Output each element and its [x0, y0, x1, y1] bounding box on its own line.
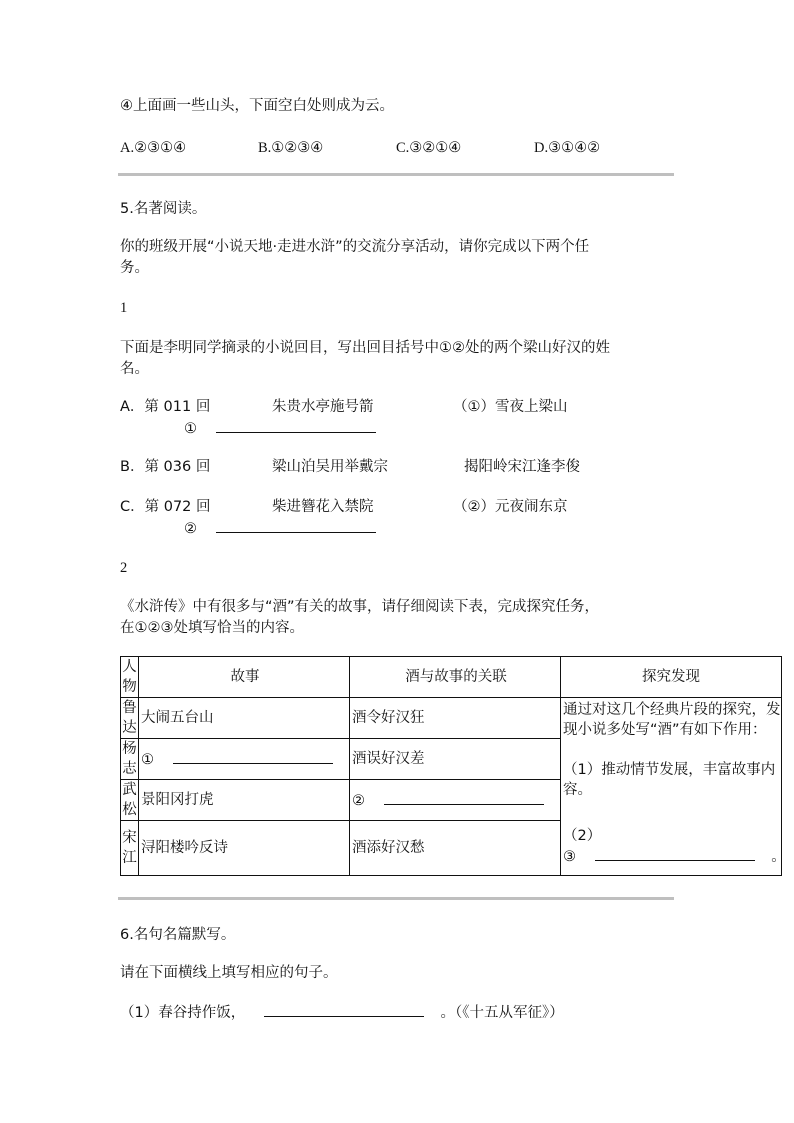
- q4-option-b: B.①②③④: [258, 140, 324, 156]
- relation-blank-mark: ②: [352, 792, 365, 809]
- q5-title: 5.名著阅读。: [120, 201, 207, 217]
- q5-intro-line1: 你的班级开展“小说天地·走进水浒”的交流分享活动，请你完成以下两个任: [120, 239, 590, 255]
- relation-cell-blank[interactable]: [350, 780, 561, 821]
- finding-3-mark: ③: [563, 849, 576, 865]
- finding-3-line[interactable]: [563, 846, 786, 867]
- answer-blank[interactable]: [264, 1002, 424, 1017]
- answer-blank[interactable]: [216, 418, 376, 433]
- q5-task2-number: 2: [120, 560, 128, 576]
- q5-item-b-left: 梁山泊吴用举戴宗: [272, 459, 388, 475]
- q4-option-a: A.②③①④: [120, 140, 187, 156]
- header-story: 故事: [139, 657, 350, 698]
- story-cell: 浔阳楼吟反诗: [139, 821, 350, 876]
- q5-item-a-left: 朱贵水亭施号箭: [272, 399, 374, 415]
- q6-instruction: 请在下面横线上填写相应的句子。: [120, 965, 338, 981]
- finding-intro: 通过对这几个经典片段的探究，发现小说多处写“酒”有如下作用：: [563, 702, 781, 738]
- person-cell: 宋江: [121, 821, 139, 876]
- q4-step4-text: ④上面画一些山头，下面空白处则成为云。: [120, 98, 394, 114]
- q6-item1[interactable]: [120, 1002, 564, 1023]
- q5-task1-number: 1: [120, 300, 128, 316]
- q5-item-c-left: 柴进簪花入禁院: [272, 499, 374, 515]
- header-person: 人物: [121, 657, 139, 698]
- q5-item-a-blank-line[interactable]: [184, 418, 376, 439]
- q5-item-c-label: C．第 072 回: [120, 499, 211, 515]
- q5-item-a-right: （①）雪夜上梁山: [453, 399, 568, 415]
- relation-cell: 酒误好汉差: [350, 739, 561, 780]
- header-relation: 酒与故事的关联: [350, 657, 561, 698]
- q6-title: 6.名句名篇默写。: [120, 927, 236, 943]
- q5-item-a-label: A．第 011 回: [120, 399, 211, 415]
- relation-cell: 酒令好汉狂: [350, 698, 561, 739]
- answer-blank[interactable]: [384, 790, 544, 805]
- q4-option-d: D.③①④②: [534, 140, 601, 156]
- q6-item1-suffix: 。（《十五从军征》）: [440, 1005, 564, 1021]
- person-cell: 武松: [121, 780, 139, 821]
- q5-item-a-blank-mark: ①: [184, 421, 197, 437]
- person-cell: 杨志: [121, 739, 139, 780]
- finding-3-end: 。: [771, 849, 786, 865]
- story-cell: 景阳冈打虎: [139, 780, 350, 821]
- answer-blank[interactable]: [216, 518, 376, 533]
- q5-item-b-right: 揭阳岭宋江逢李俊: [464, 459, 580, 475]
- q5-task2-prompt-line2: 在①②③处填写恰当的内容。: [120, 620, 304, 636]
- story-cell: 大闹五台山: [139, 698, 350, 739]
- q5-item-b-label: B．第 036 回: [120, 459, 211, 475]
- question-divider: [118, 173, 674, 176]
- finding-cell: [561, 698, 786, 876]
- header-finding: 探究发现: [561, 657, 782, 698]
- q4-option-c: C.③②①④: [396, 140, 462, 156]
- story-blank-mark: ①: [141, 751, 154, 768]
- wine-story-table: [120, 656, 786, 876]
- q5-task1-prompt-line2: 名。: [120, 361, 149, 377]
- relation-cell: 酒添好汉愁: [350, 821, 561, 876]
- q5-intro-line2: 务。: [120, 260, 149, 276]
- finding-2: （2）: [563, 828, 602, 844]
- q5-task1-prompt-line1: 下面是李明同学摘录的小说回目，写出回目括号中①②处的两个梁山好汉的姓: [120, 340, 610, 356]
- table-header-row: [121, 657, 782, 698]
- q5-task2-prompt-line1: 《水浒传》中有很多与“酒”有关的故事，请仔细阅读下表，完成探究任务，: [120, 599, 600, 615]
- answer-blank[interactable]: [173, 749, 333, 764]
- q5-item-c-blank-mark: ②: [184, 521, 197, 537]
- q6-item1-prefix: （1）春谷持作饭，: [120, 1005, 246, 1021]
- answer-blank[interactable]: [595, 846, 755, 861]
- q5-item-c-right: （②）元夜闹东京: [453, 499, 568, 515]
- question-divider: [118, 897, 674, 900]
- finding-1: （1）推动情节发展，丰富故事内容。: [563, 762, 776, 798]
- q5-item-c-blank-line[interactable]: [184, 518, 376, 539]
- person-cell: 鲁达: [121, 698, 139, 739]
- table-row: [121, 698, 782, 739]
- story-cell-blank[interactable]: [139, 739, 350, 780]
